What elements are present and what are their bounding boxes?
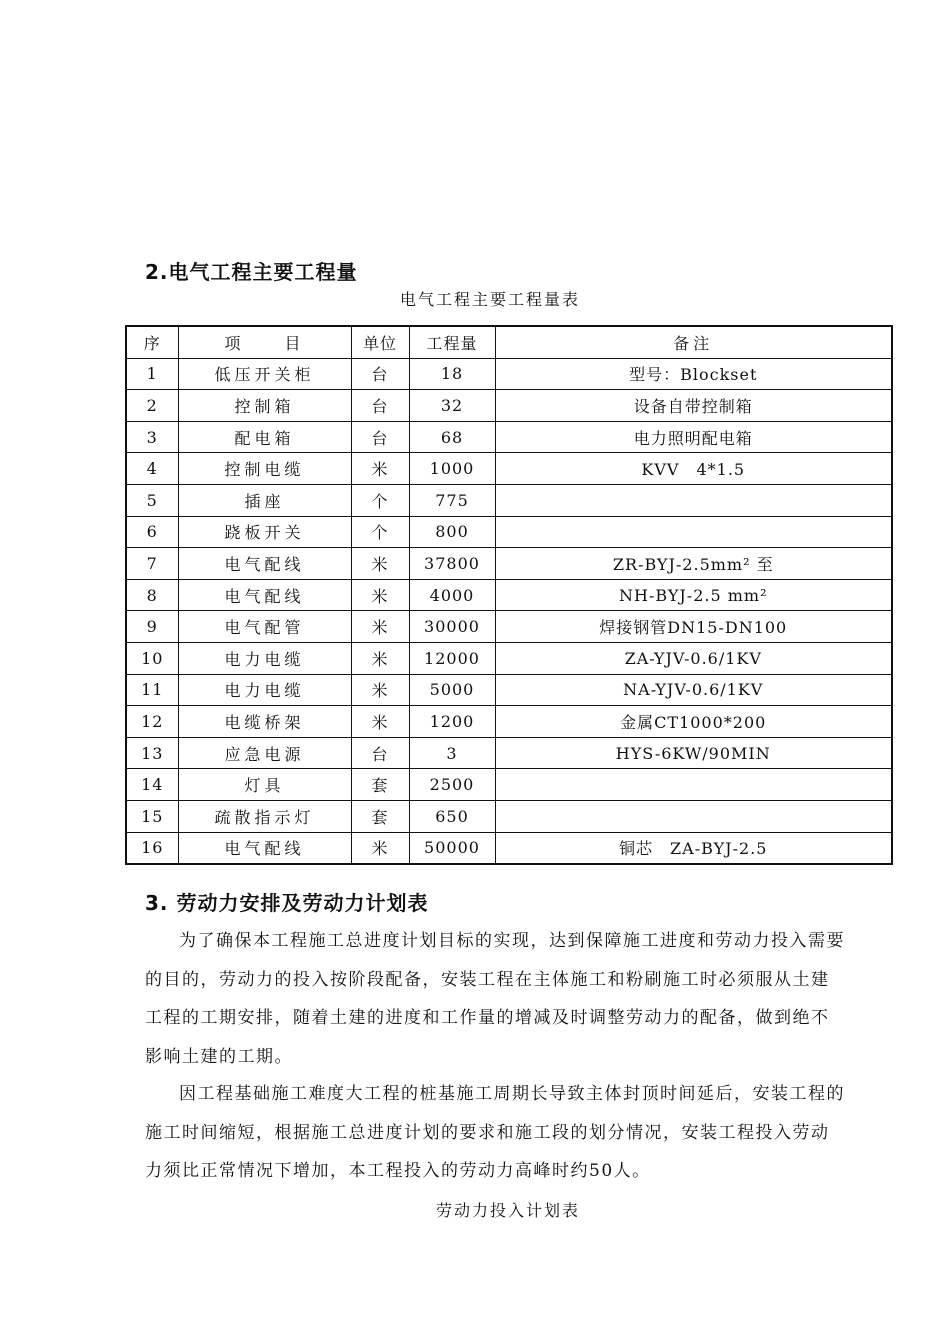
cell-remark <box>495 484 892 516</box>
cell-remark: 设备自带控制箱 <box>495 390 892 422</box>
cell-seq: 6 <box>126 516 178 548</box>
cell-seq: 7 <box>126 548 178 580</box>
cell-unit: 米 <box>351 579 409 611</box>
cell-remark: ZA-YJV-0.6/1KV <box>495 642 892 674</box>
cell-seq: 4 <box>126 453 178 485</box>
cell-seq: 10 <box>126 642 178 674</box>
cell-quantity: 650 <box>409 800 495 832</box>
table-body <box>126 358 892 864</box>
cell-quantity: 1000 <box>409 453 495 485</box>
cell-item: 插座 <box>178 484 351 516</box>
cell-quantity: 68 <box>409 421 495 453</box>
table-row <box>126 484 892 516</box>
cell-seq: 12 <box>126 706 178 738</box>
cell-unit: 台 <box>351 737 409 769</box>
labor-plan-table-caption: 劳动力投入计划表 <box>435 1201 580 1220</box>
cell-item: 电气配线 <box>178 579 351 611</box>
cell-remark: HYS-6KW/90MIN <box>495 737 892 769</box>
table-row <box>126 579 892 611</box>
cell-seq: 15 <box>126 800 178 832</box>
table-row <box>126 453 892 485</box>
cell-seq: 9 <box>126 611 178 643</box>
cell-remark: 金属CT1000*200 <box>495 706 892 738</box>
cell-seq: 11 <box>126 674 178 706</box>
header-unit: 单位 <box>351 326 409 358</box>
cell-remark <box>495 769 892 801</box>
cell-remark: NH-BYJ-2.5 mm² <box>495 579 892 611</box>
cell-item: 电气配线 <box>178 832 351 864</box>
cell-item: 控制电缆 <box>178 453 351 485</box>
equipment-table-caption: 电气工程主要工程量表 <box>399 290 580 309</box>
cell-seq: 3 <box>126 421 178 453</box>
table-row <box>126 800 892 832</box>
paragraph: 因工程基础施工难度大工程的桩基施工周期长导致主体封顶时间延后，安装工程的施工时间缩短，根据施工总进度计划的要求和施工段的划分情况，安装工程投入劳动力须比正常情况下增加，本工程投入的劳动力高峰时约50人。 <box>145 1084 845 1181</box>
cell-remark: 型号：Blockset <box>495 358 892 390</box>
cell-quantity: 5000 <box>409 674 495 706</box>
cell-unit: 套 <box>351 800 409 832</box>
cell-quantity: 12000 <box>409 642 495 674</box>
cell-quantity: 800 <box>409 516 495 548</box>
cell-remark <box>495 800 892 832</box>
cell-item: 低压开关柜 <box>178 358 351 390</box>
table-row <box>126 706 892 738</box>
equipment-quantity-table <box>125 325 893 865</box>
table-row <box>126 421 892 453</box>
cell-unit: 台 <box>351 358 409 390</box>
cell-unit: 米 <box>351 674 409 706</box>
cell-item: 控制箱 <box>178 390 351 422</box>
table-row <box>126 642 892 674</box>
header-remark: 备注 <box>495 326 892 358</box>
cell-seq: 14 <box>126 769 178 801</box>
cell-unit: 个 <box>351 516 409 548</box>
cell-quantity: 775 <box>409 484 495 516</box>
cell-unit: 米 <box>351 642 409 674</box>
header-seq: 序 <box>126 326 178 358</box>
section-2-heading: 2.电气工程主要工程量 <box>145 260 358 284</box>
cell-unit: 米 <box>351 611 409 643</box>
cell-remark: KVV 4*1.5 <box>495 453 892 485</box>
cell-seq: 5 <box>126 484 178 516</box>
cell-unit: 台 <box>351 421 409 453</box>
cell-unit: 米 <box>351 706 409 738</box>
table-row <box>126 390 892 422</box>
cell-unit: 米 <box>351 548 409 580</box>
table-row <box>126 548 892 580</box>
cell-item: 应急电源 <box>178 737 351 769</box>
cell-unit: 台 <box>351 390 409 422</box>
cell-remark: 焊接钢管DN15-DN100 <box>495 611 892 643</box>
cell-remark: NA-YJV-0.6/1KV <box>495 674 892 706</box>
cell-remark: 电力照明配电箱 <box>495 421 892 453</box>
cell-item: 疏散指示灯 <box>178 800 351 832</box>
cell-item: 电气配线 <box>178 548 351 580</box>
cell-item: 电气配管 <box>178 611 351 643</box>
table-header-row <box>126 326 892 358</box>
cell-unit: 米 <box>351 832 409 864</box>
header-quantity: 工程量 <box>409 326 495 358</box>
table-row <box>126 674 892 706</box>
cell-quantity: 3 <box>409 737 495 769</box>
table-row <box>126 358 892 390</box>
paragraph: 为了确保本工程施工总进度计划目标的实现，达到保障施工进度和劳动力投入需要的目的，劳动力的投入按阶段配备，安装工程在主体施工和粉刷施工时必须服从土建工程的工期安排，随着土建的进度和工作量的增减及时调整劳动力的配备，做到绝不影响土建的工期。 <box>145 931 845 1067</box>
cell-item: 跷板开关 <box>178 516 351 548</box>
cell-unit: 套 <box>351 769 409 801</box>
table-row <box>126 769 892 801</box>
cell-unit: 个 <box>351 484 409 516</box>
cell-remark: ZR-BYJ-2.5mm² 至 <box>495 548 892 580</box>
table-row <box>126 516 892 548</box>
cell-quantity: 2500 <box>409 769 495 801</box>
cell-item: 灯具 <box>178 769 351 801</box>
cell-item: 电力电缆 <box>178 642 351 674</box>
cell-item: 电缆桥架 <box>178 706 351 738</box>
cell-remark <box>495 516 892 548</box>
cell-unit: 米 <box>351 453 409 485</box>
section-3-heading: 3. 劳动力安排及劳动力计划表 <box>145 891 429 915</box>
cell-item: 配电箱 <box>178 421 351 453</box>
header-item: 项 目 <box>178 326 351 358</box>
cell-remark: 铜芯 ZA-BYJ-2.5 <box>495 832 892 864</box>
cell-item: 电力电缆 <box>178 674 351 706</box>
cell-quantity: 37800 <box>409 548 495 580</box>
cell-seq: 1 <box>126 358 178 390</box>
cell-quantity: 30000 <box>409 611 495 643</box>
cell-quantity: 18 <box>409 358 495 390</box>
cell-quantity: 50000 <box>409 832 495 864</box>
cell-quantity: 4000 <box>409 579 495 611</box>
table-row <box>126 611 892 643</box>
table-row <box>126 737 892 769</box>
cell-seq: 16 <box>126 832 178 864</box>
cell-seq: 13 <box>126 737 178 769</box>
cell-seq: 2 <box>126 390 178 422</box>
cell-quantity: 32 <box>409 390 495 422</box>
cell-quantity: 1200 <box>409 706 495 738</box>
table-row <box>126 832 892 864</box>
cell-seq: 8 <box>126 579 178 611</box>
